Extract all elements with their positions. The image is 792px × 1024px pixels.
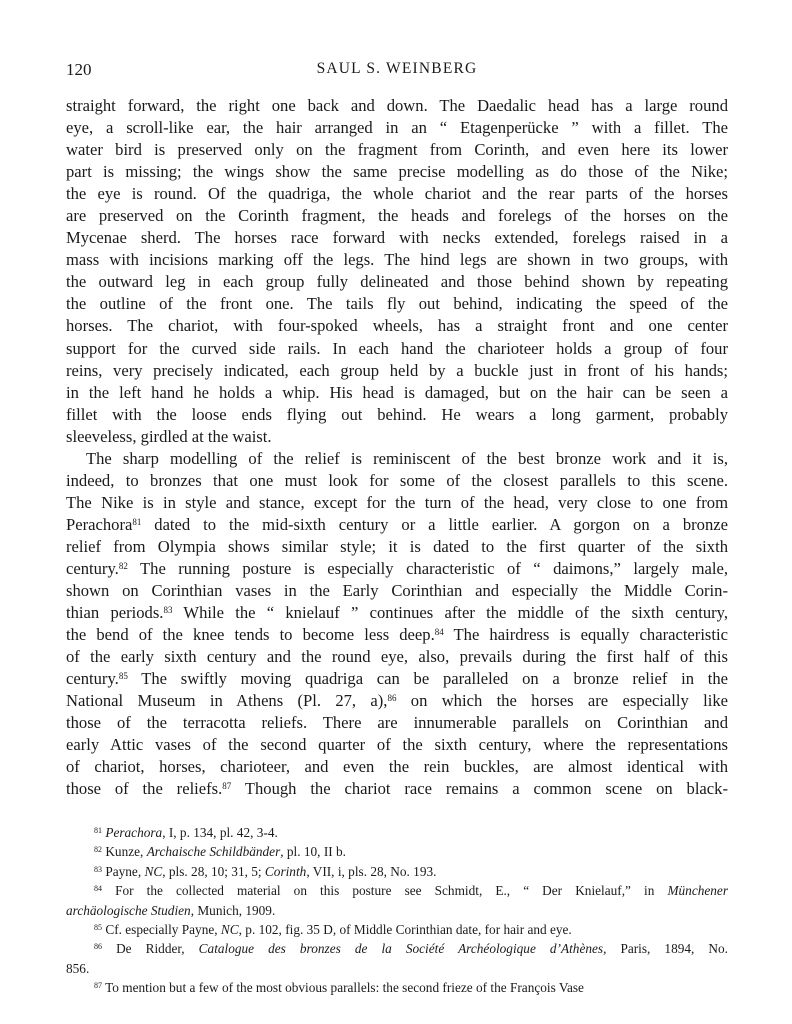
footnote-text: Kunze,	[105, 844, 147, 860]
text-line: reins, very precisely indicated, each group held by a buckle just in front of his hands;	[66, 360, 728, 380]
text-line	[66, 624, 728, 646]
text-segment: century.	[66, 669, 119, 689]
text-segment: The swiftly moving quadriga can be paralleled on a bronze relief in the	[127, 669, 728, 689]
text-line: eye, a scroll-like ear, the hair arranged in an “ Etagenperücke ” with a fillet. The	[66, 118, 728, 138]
footnote-81	[66, 823, 728, 842]
text-line: The Nike is in style and stance, except for the turn of the head, very close to one from	[66, 492, 728, 512]
footnote-line: 856.	[66, 960, 90, 976]
text-segment: The hairdress is equally characteristic	[443, 625, 728, 645]
footnote-number: 84	[94, 884, 102, 894]
footnotes	[66, 823, 728, 998]
footnote-ref-82[interactable]: 82	[118, 560, 128, 571]
footnote-82	[66, 842, 728, 861]
page-header	[66, 60, 728, 82]
footnote-text: For the collected material on this posture see Schmidt, E., “ Der Knielauf,” in	[115, 883, 668, 899]
footnote-text: To mention but a few of the most obvious parallels: the second frieze of the François Vase	[105, 980, 584, 996]
text-line: support for the curved side rails. In each hand the charioteer holds a group of four	[66, 338, 728, 358]
text-line: part is missing; the wings show the same precise modelling as do those of the Nike;	[66, 162, 728, 182]
footnote-83	[66, 862, 728, 881]
text-line: relief from Olympia shows similar style; it is dated to the first quarter of the sixth	[66, 536, 728, 556]
footnote-italic: NC	[220, 922, 239, 938]
paragraph-2	[66, 448, 728, 801]
footnote-number: 85	[94, 923, 102, 933]
text-line	[66, 668, 728, 690]
text-line: fillet with the loose ends flying out behind. He wears a long garment, probably	[66, 404, 728, 424]
footnote-number: 87	[94, 981, 102, 991]
footnote-italic: Münchener	[667, 883, 729, 899]
footnote-87	[66, 978, 728, 997]
footnote-86	[66, 939, 728, 978]
text-segment: on which the horses are especially like	[396, 691, 729, 711]
footnote-text: , Paris, 1894, No.	[603, 941, 728, 957]
text-line	[66, 514, 728, 536]
text-line: sleeveless, girdled at the waist.	[66, 426, 272, 446]
paragraph-1	[66, 95, 728, 448]
text-segment: Though the chariot race remains a common scene on black-	[231, 779, 728, 799]
text-segment: the bend of the knee tends to become less deep.	[66, 625, 435, 645]
text-line: the eye is round. Of the quadriga, the whole chariot and the rear parts of the horses	[66, 184, 728, 204]
footnote-number: 86	[94, 942, 102, 952]
text-line: mass with incisions marking off the legs. The hind legs are shown in two groups, with	[66, 250, 728, 270]
footnote-line	[66, 901, 728, 920]
footnote-text: , VII, i, pls. 28, No. 193.	[306, 863, 437, 879]
text-line: the outline of the front one. The tails fly out behind, indicating the speed of the	[66, 294, 728, 314]
footnote-number: 83	[94, 864, 102, 874]
footnote-text: De Ridder,	[116, 941, 199, 957]
footnote-ref-83[interactable]: 83	[163, 605, 173, 616]
text-line: The sharp modelling of the relief is reminiscent of the best bronze work and it is,	[86, 448, 728, 468]
footnote-text: Payne,	[105, 863, 145, 879]
text-line: indeed, to bronzes that one must look for some of the closest parallels to this scene.	[66, 470, 728, 490]
footnote-text: , Munich, 1909.	[190, 902, 276, 918]
text-line: water bird is preserved only on the fragment from Corinth, and even here its lower	[66, 140, 728, 160]
page-number: 120	[66, 60, 92, 79]
text-line	[66, 778, 728, 800]
footnote-text: , pl. 10, II b.	[280, 844, 346, 860]
footnote-italic: Corinth	[264, 863, 307, 879]
text-line: are preserved on the Corinth fragment, the heads and forelegs of the horses on the	[66, 206, 728, 226]
footnote-number: 81	[94, 826, 102, 835]
text-line	[66, 602, 728, 624]
footnote-ref-81[interactable]: 81	[132, 516, 142, 527]
footnote-85	[66, 920, 728, 939]
text-line: in the left hand he holds a whip. His head is damaged, but on the hair can be seen a	[66, 382, 728, 402]
footnote-italic: Catalogue des bronzes de la Société Archéologique d’Athènes	[198, 941, 604, 957]
footnote-84	[66, 881, 728, 920]
text-line: shown on Corinthian vases in the Early Corinthian and especially the Middle Corin-	[66, 581, 728, 601]
text-line: Mycenae sherd. The horses race forward with necks extended, forelegs raised in a	[66, 228, 728, 248]
text-line	[66, 690, 728, 712]
running-head: SAUL S. WEINBERG	[316, 60, 478, 77]
text-segment: The running posture is especially characteristic of “ daimons,” largely male,	[127, 558, 728, 578]
footnote-italic: archäologische Studien	[66, 902, 191, 918]
footnote-number: 82	[94, 845, 102, 855]
text-line	[66, 558, 728, 580]
text-line: the outward leg in each group fully delineated and those behind shown by repeating	[66, 272, 728, 292]
text-line: of chariot, horses, charioteer, and even the rein buckles, are almost identical with	[66, 757, 728, 777]
text-line: those of the terracotta reliefs. There are innumerable parallels on Corinthian and	[66, 713, 728, 733]
footnote-text: Cf. especially Payne,	[105, 922, 221, 938]
footnote-line	[66, 881, 728, 900]
footnote-text: , p. 102, fig. 35 D, of Middle Corinthian date, for hair and eye.	[238, 922, 572, 938]
text-line: early Attic vases of the second quarter of the sixth century, where the representations	[66, 735, 728, 755]
text-segment: century.	[66, 558, 119, 578]
text-segment: thian periods.	[66, 603, 164, 623]
text-segment: those of the reliefs.	[66, 779, 223, 799]
footnote-ref-86[interactable]: 86	[387, 693, 397, 704]
footnote-italic: Perachora	[105, 825, 163, 840]
text-segment: National Museum in Athens (Pl. 27, a),	[66, 691, 388, 711]
text-segment: Perachora	[66, 514, 133, 534]
footnote-text: , I, p. 134, pl. 42, 3-4.	[162, 825, 278, 840]
footnote-ref-85[interactable]: 85	[118, 671, 128, 682]
text-line: of the early sixth century and the round eye, also, prevails during the first half of this	[66, 647, 728, 667]
footnote-italic: NC	[144, 863, 163, 879]
footnote-ref-87[interactable]: 87	[222, 781, 232, 792]
footnote-italic: Archaische Schildbänder	[146, 844, 281, 860]
text-segment: dated to the mid-sixth century or a little earlier. A gorgon on a bronze	[141, 514, 728, 534]
footnote-line	[66, 939, 728, 958]
text-line: horses. The chariot, with four-spoked wheels, has a straight front and one center	[66, 316, 728, 336]
text-line: straight forward, the right one back and down. The Daedalic head has a large round	[66, 96, 728, 115]
body-text	[66, 95, 728, 801]
footnote-ref-84[interactable]: 84	[434, 627, 444, 638]
text-segment: While the “ knielauf ” continues after the middle of the sixth century,	[172, 603, 729, 623]
footnote-text: , pls. 28, 10; 31, 5;	[162, 863, 265, 879]
